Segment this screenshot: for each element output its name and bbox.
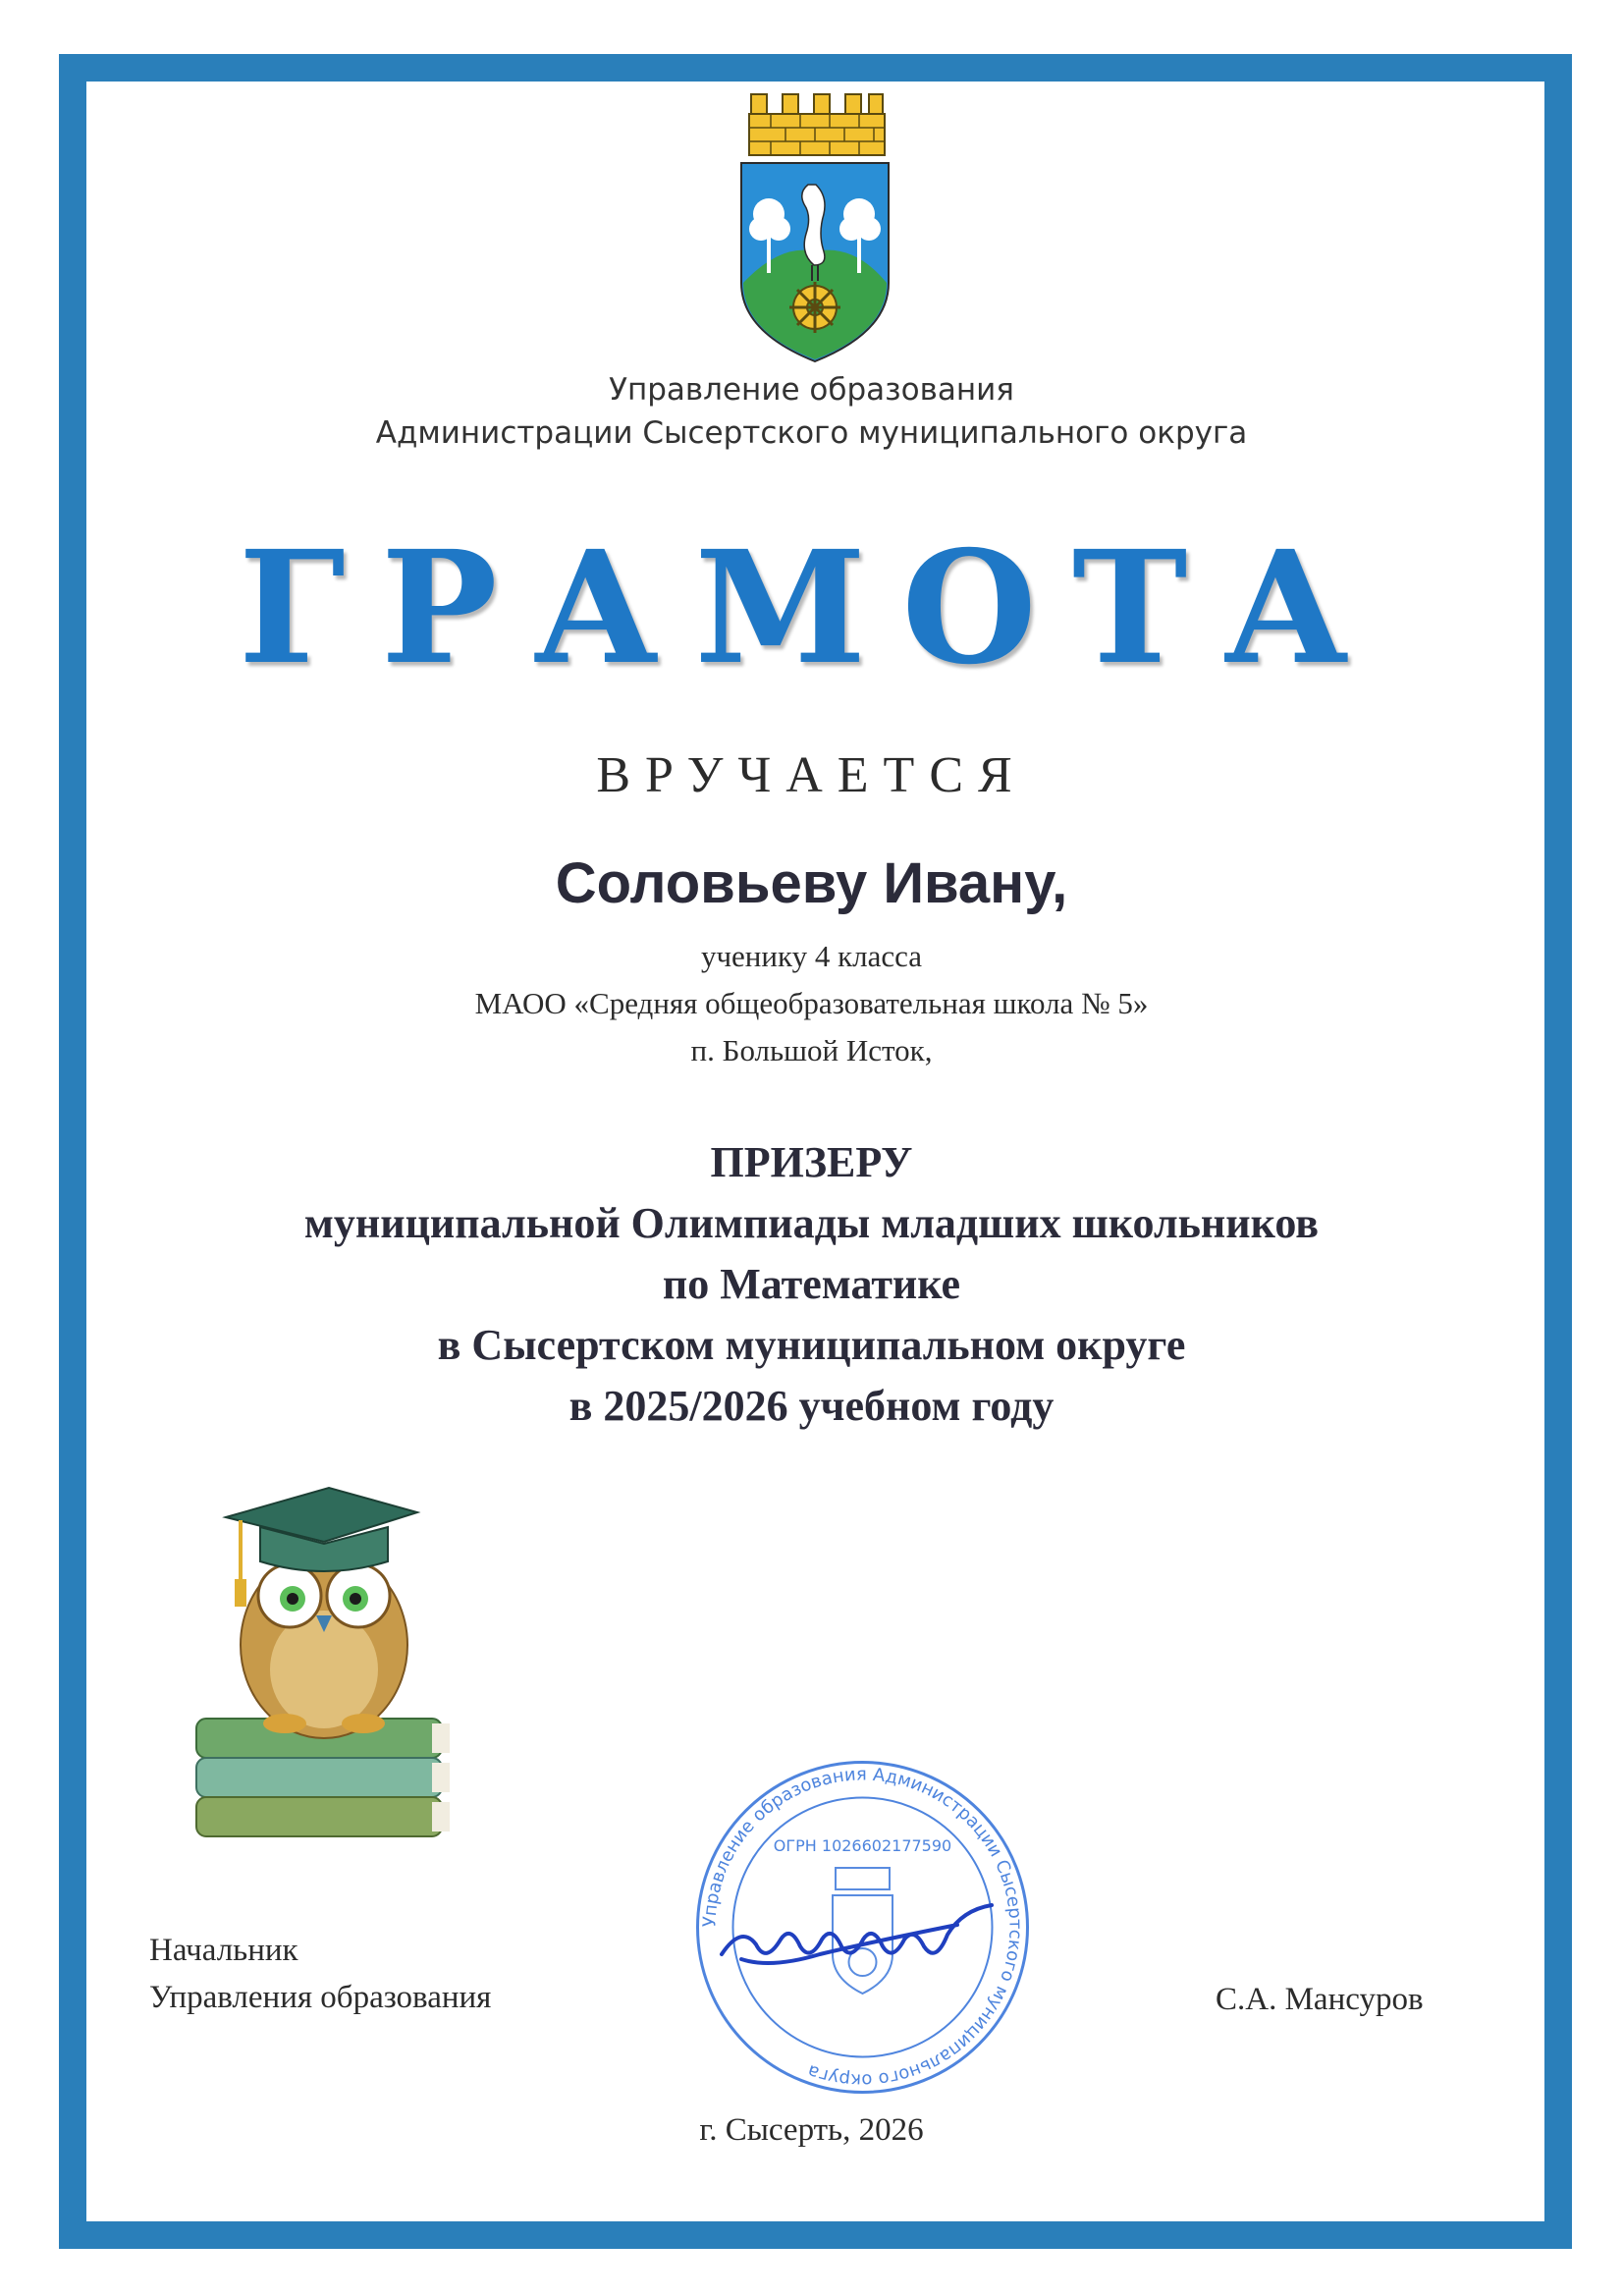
signer-position-line-1: Начальник: [149, 1933, 298, 1968]
achievement-text: [0, 1132, 1623, 1437]
stamp-ogrn: ОГРН 1026602177590: [773, 1836, 952, 1855]
recipient-details: [0, 933, 1623, 1074]
stamp-text: Управление образования Администрации Сысертского муниципального округа: [699, 1764, 1026, 2091]
recipient-locality: п. Большой Исток,: [690, 1033, 933, 1067]
handwritten-signature: [712, 1886, 1006, 1994]
coat-of-arms-icon: [722, 86, 908, 371]
achievement-line-3: по Математике: [662, 1260, 961, 1308]
achievement-line-4: в Сысертском муниципальном округе: [437, 1321, 1186, 1369]
signer-position: [149, 1927, 491, 2021]
owl-on-books-icon: [187, 1473, 471, 1856]
awarded-label: ВРУЧАЕТСЯ: [596, 747, 1027, 803]
place-date: г. Сысерть, 2026: [699, 2112, 924, 2148]
organization-line-2: Администрации Сысертского муниципального округа: [375, 415, 1248, 451]
achievement-line-2: муниципальной Олимпиады младших школьников: [303, 1199, 1320, 1247]
recipient-grade: ученику 4 класса: [700, 939, 923, 973]
recipient-name: Соловьеву Ивану,: [555, 851, 1068, 915]
signer-position-line-2: Управления образования: [149, 1980, 492, 2015]
recipient-school: МАОО «Средняя общеобразовательная школа № 5»: [474, 986, 1149, 1020]
signer-name: С.А. Мансуров: [1216, 1982, 1424, 2017]
achievement-line-1: ПРИЗЕРУ: [710, 1138, 913, 1186]
organization-line-1: Управление образования: [609, 372, 1014, 408]
certificate-title: ГРАМОТА: [238, 518, 1385, 699]
organization-header: [0, 368, 1623, 455]
achievement-line-5: в 2025/2026 учебном году: [568, 1382, 1055, 1430]
